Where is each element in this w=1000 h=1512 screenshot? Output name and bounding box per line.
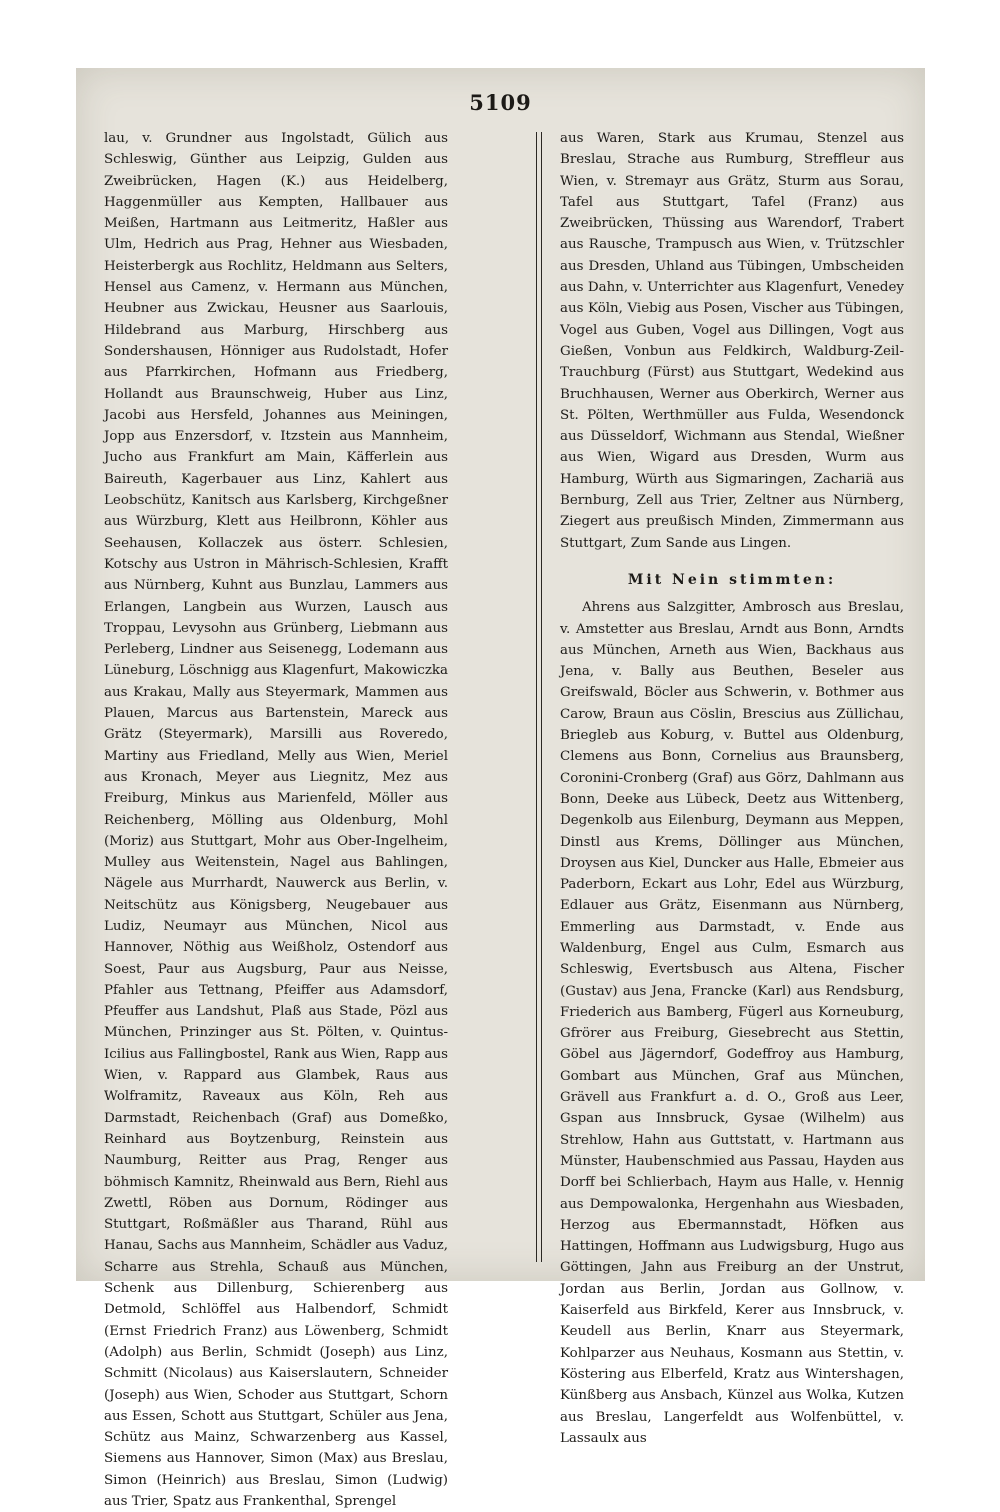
right-column-bottom-text: Ahrens aus Salzgitter, Ambrosch aus Breslau, v. Amstetter aus Breslau, Arndt aus Bonn, Arndts aus München, Arneth aus Wien, Backhaus aus Jena, v. Bally aus Beuthen, Beseler aus Greifswald, Böcler aus Schwerin, v. Bothmer aus Carow, Braun aus Cöslin, Brescius aus Züllichau, Briegleb aus Koburg, v. Buttel aus Oldenburg, Clemens aus Bonn, Cornelius aus Braunsberg, Coronini-Cronberg (Graf) aus Görz, Dahlmann aus Bonn, Deeke aus Lübeck, Deetz aus Wittenberg, Degenkolb aus Eilenburg, Deymann aus Meppen, Dinstl aus Krems, Döllinger aus München, Droysen aus Kiel, Duncker aus Halle, Ebmeier aus Paderborn, Eckart aus Lohr, Edel aus Würzburg, Edlauer aus Grätz, Eisenmann aus Nürnberg, Emmerling aus Darmstadt, v. Ende aus Waldenburg, Engel aus Culm, Esmarch aus Schleswig, Evertsbusch aus Altena, Fischer (Gustav) aus Jena, Francke (Karl) aus Rendsburg, Friederich aus Bamberg, Fügerl aus Korneuburg, Gfrörer aus Freiburg, Giesebrecht aus Stettin, Göbel aus Jägerndorf, Godeffroy aus Hamburg, Gombart aus München, Graf aus München, Grävell aus Frankfurt a. d. O., Groß aus Leer, Gspan aus Innsbruck, Gysae (Wilhelm) aus Strehlow, Hahn aus Guttstatt, v. Hartmann aus Münster, Haubenschmied aus Passau, Hayden aus Dorff bei Schlierbach, Haym aus Halle, v. Hennig aus Dempowalonka, Hergenhahn aus Wiesbaden, Herzog aus Ebermannstadt, Höfken aus Hattingen, Hoffmann aus Ludwigsburg, Hugo aus Göttingen, Jahn aus Freiburg an der Unstrut, Jordan aus Berlin, Jordan aus Gollnow, v. Kaiserfeld aus Birkfeld, Kerer aus Innsbruck, v. Keudell aus Berlin, Knarr aus Steyermark, Kohlparzer aus Neuhaus, Kosmann aus Stettin, v. Köstering aus Elberfeld, Kratz aus Wintershagen, Künßberg aus Ansbach, Künzel aus Wolka, Kutzen aus Breslau, Langerfeldt aus Wolfenbüttel, v. Lassaulx aus: [560, 600, 904, 1446]
right-column-top-text: aus Waren, Stark aus Krumau, Stenzel aus Breslau, Strache aus Rumburg, Streffleur aus Wien, v. Stremayr aus Grätz, Sturm aus Sorau, Tafel aus Stuttgart, Tafel (Franz) aus Zweibrücken, Thüssing aus Warendorf, Trabert aus Rausche, Trampusch aus Wien, v. Trützschler aus Dresden, Uhland aus Tübingen, Umbscheiden aus Dahn, v. Unterrichter aus Klagenfurt, Venedey aus Köln, Viebig aus Posen, Vischer aus Tübingen, Vogel aus Guben, Vogel aus Dillingen, Vogt aus Gießen, Vonbun aus Feldkirch, Waldburg-Zeil-Trauchburg (Fürst) aus Stuttgart, Wedekind aus Bruchhausen, Werner aus Oberkirch, Werner aus St. Pölten, Werthmüller aus Fulda, Wesendonck aus Düsseldorf, Wichmann aus Stendal, Wießner aus Wien, Wigard aus Dresden, Wurm aus Hamburg, Würth aus Sigmaringen, Zachariä aus Bernburg, Zell aus Trier, Zeltner aus Nürnberg, Ziegert aus preußisch Minden, Zimmermann aus Stuttgart, Zum Sande aus Lingen.: [560, 131, 904, 551]
left-column: [104, 128, 448, 1512]
newspaper-page: [76, 68, 925, 1509]
section-heading: Mit Nein stimmten:: [627, 571, 837, 588]
page-number: 5109: [469, 90, 532, 115]
left-column-text: lau, v. Grundner aus Ingolstadt, Gülich aus Schleswig, Günther aus Leipzig, Gulden aus Zweibrücken, Hagen (K.) aus Heidelberg, Haggenmüller aus Kempten, Hallbauer aus Meißen, Hartmann aus Leitmeritz, Haßler aus Ulm, Hedrich aus Prag, Hehner aus Wiesbaden, Heisterbergk aus Rochlitz, Heldmann aus Selters, Hensel aus Camenz, v. Hermann aus München, Heubner aus Zwickau, Heusner aus Saarlouis, Hildebrand aus Marburg, Hirschberg aus Sondershausen, Hönniger aus Rudolstadt, Hofer aus Pfarrkirchen, Hofmann aus Friedberg, Hollandt aus Braunschweig, Huber aus Linz, Jacobi aus Hersfeld, Johannes aus Meiningen, Jopp aus Enzersdorf, v. Itzstein aus Mannheim, Jucho aus Frankfurt am Main, Käfferlein aus Baireuth, Kagerbauer aus Linz, Kahlert aus Leobschütz, Kanitsch aus Karlsberg, Kirchgeßner aus Würzburg, Klett aus Heilbronn, Köhler aus Seehausen, Kollaczek aus österr. Schlesien, Kotschy aus Ustron in Mährisch-Schlesien, Krafft aus Nürnberg, Kuhnt aus Bunzlau, Lammers aus Erlangen, Langbein aus Wurzen, Lausch aus Troppau, Levysohn aus Grünberg, Liebmann aus Perleberg, Lindner aus Seisenegg, Lodemann aus Lüneburg, Löschnigg aus Klagenfurt, Makowiczka aus Krakau, Mally aus Steyermark, Mammen aus Plauen, Marcus aus Bartenstein, Mareck aus Grätz (Steyermark), Marsilli aus Roveredo, Martiny aus Friedland, Melly aus Wien, Meriel aus Kronach, Meyer aus Liegnitz, Mez aus Freiburg, Minkus aus Marienfeld, Möller aus Reichenberg, Mölling aus Oldenburg, Mohl (Moriz) aus Stuttgart, Mohr aus Ober-Ingelheim, Mulley aus Weitenstein, Nagel aus Bahlingen, Nägele aus Murrhardt, Nauwerck aus Berlin, v. Neitschütz aus Königsberg, Neugebauer aus Ludiz, Neumayr aus München, Nicol aus Hannover, Nöthig aus Weißholz, Ostendorf aus Soest, Paur aus Augsburg, Paur aus Neisse, Pfahler aus Tettnang, Pfeiffer aus Adamsdorf, Pfeuffer aus Landshut, Plaß aus Stade, Pözl aus München, Prinzinger aus St. Pölten, v. Quintus-Icilius aus Fallingbostel, Rank aus Wien, Rapp aus Wien, v. Rappard aus Glambek, Raus aus Wolframitz, Raveaux aus Köln, Reh aus Darmstadt, Reichenbach (Graf) aus Domeßko, Reinhard aus Boytzenburg, Reinstein aus Naumburg, Reitter aus Prag, Renger aus böhmisch Kamnitz, Rheinwald aus Bern, Riehl aus Zwettl, Röben aus Dornum, Rödinger aus Stuttgart, Roßmäßler aus Tharand, Rühl aus Hanau, Sachs aus Mannheim, Schädler aus Vaduz, Scharre aus Strehla, Schauß aus München, Schenk aus Dillenburg, Schierenberg aus Detmold, Schlöffel aus Halbendorf, Schmidt (Ernst Friedrich Franz) aus Löwenberg, Schmidt (Adolph) aus Berlin, Schmidt (Joseph) aus Linz, Schmitt (Nicolaus) aus Kaiserslautern, Schneider (Joseph) aus Wien, Schoder aus Stuttgart, Schorn aus Essen, Schott aus Stuttgart, Schüler aus Jena, Schütz aus Mainz, Schwarzenberg aus Kassel, Siemens aus Hannover, Simon (Max) aus Breslau, Simon (Heinrich) aus Breslau, Simon (Ludwig) aus Trier, Spatz aus Frankenthal, Sprengel: [104, 131, 448, 1509]
column-divider: [536, 132, 542, 1262]
right-column: [560, 128, 904, 1449]
